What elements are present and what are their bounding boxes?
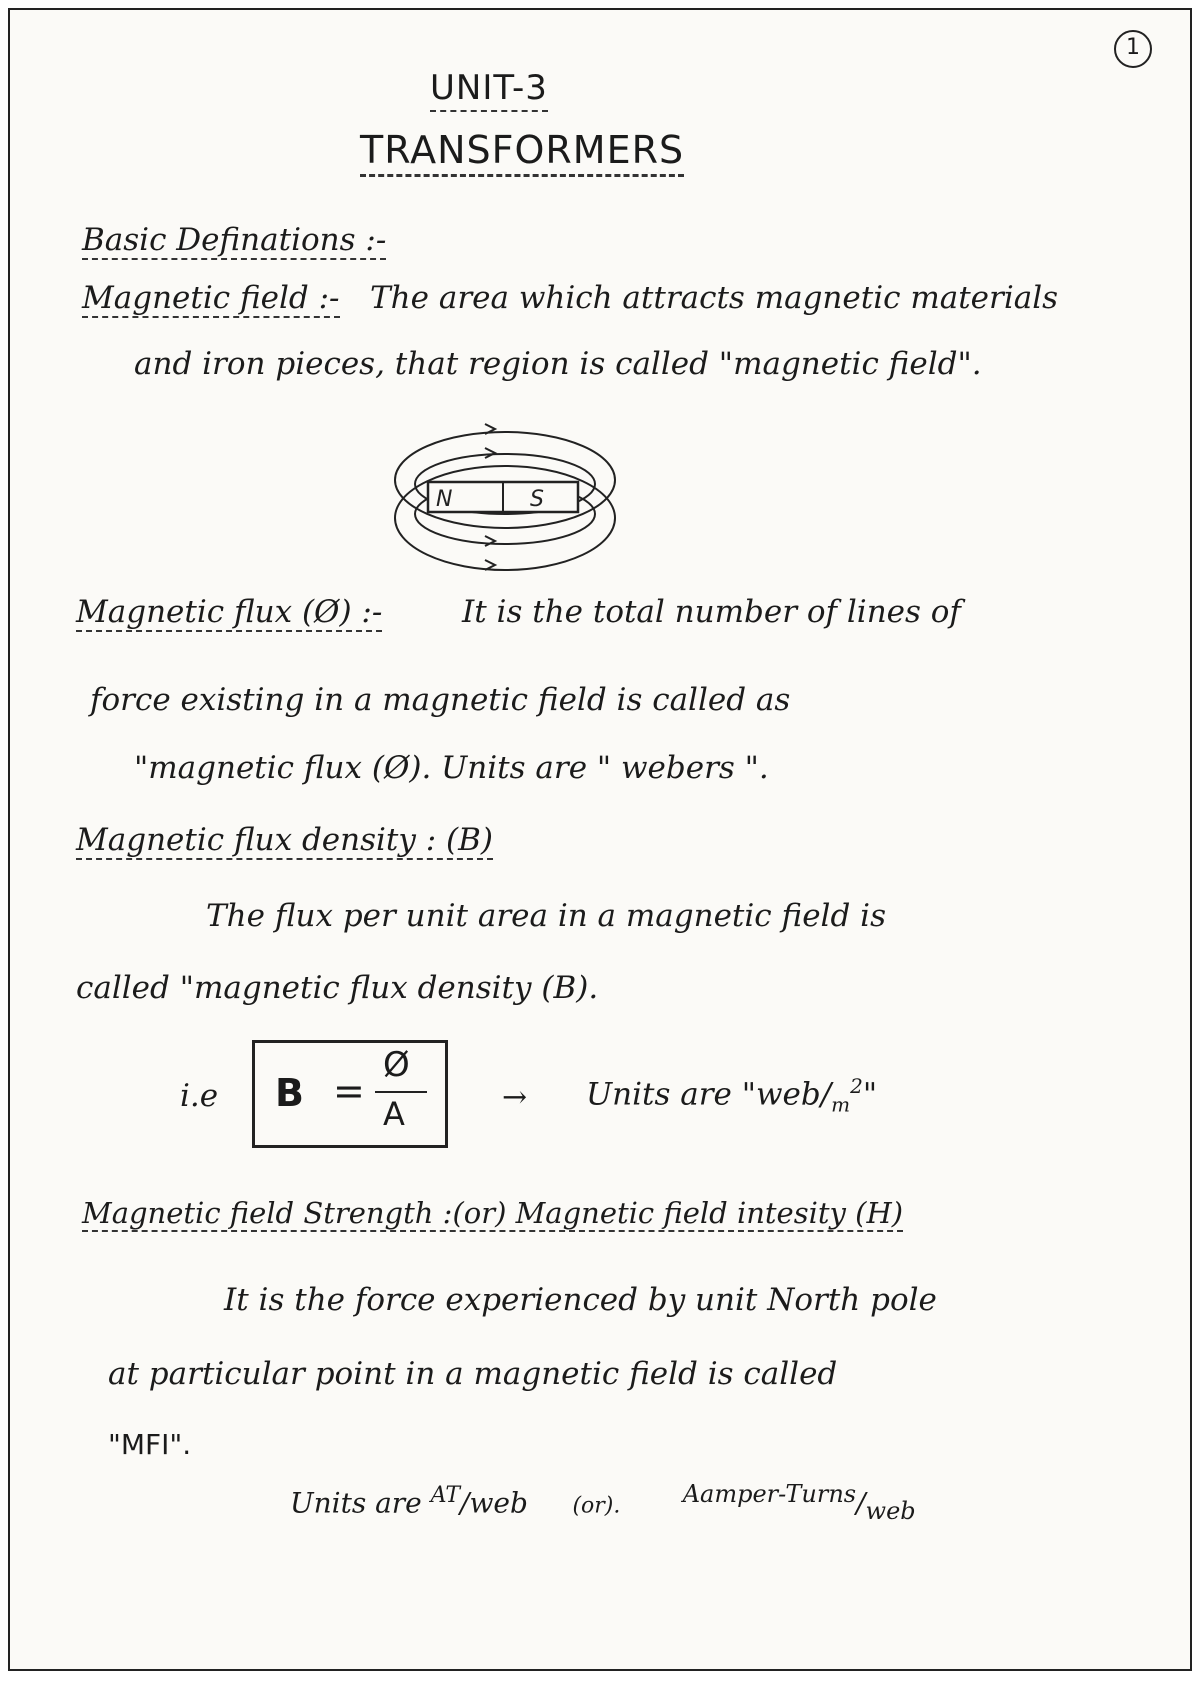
units-or: (or). bbox=[572, 1493, 621, 1519]
magnetic-flux-line-3: "magnetic flux (Ø). Units are " webers ". bbox=[134, 750, 769, 786]
formula-ie: i.e bbox=[180, 1078, 219, 1114]
units1-numerator: AT bbox=[430, 1483, 461, 1508]
notebook-page bbox=[8, 8, 1192, 1671]
magnetic-flux-line-1: It is the total number of lines of bbox=[462, 594, 961, 630]
flux-density-label: Magnetic flux density : (B) bbox=[76, 822, 494, 858]
magnetic-field-line-1: The area which attracts magnetic materials bbox=[370, 280, 1059, 316]
bar-magnet-field-diagram bbox=[390, 418, 620, 576]
flux-density-line-1: The flux per unit area in a magnetic field is bbox=[206, 898, 886, 934]
north-pole-label: N bbox=[436, 487, 453, 512]
field-strength-heading bbox=[82, 1196, 903, 1230]
south-pole-label: S bbox=[530, 487, 544, 512]
units1-denominator: web bbox=[469, 1486, 528, 1520]
flux-density-formula-box bbox=[252, 1040, 448, 1148]
flux-density-line-2: called "magnetic flux density (B). bbox=[76, 970, 599, 1006]
magnetic-flux-line-2: force existing in a magnetic field is called as bbox=[90, 682, 791, 718]
field-strength-units: Units are $^{AT}$/web (or). Aamper-Turns/web bbox=[290, 1480, 916, 1525]
field-strength-label: Magnetic field Strength :(or) Magnetic field intesity (H) bbox=[82, 1196, 904, 1230]
formula-denominator: A bbox=[383, 1095, 405, 1133]
units2-numerator: Aamper-Turns bbox=[682, 1480, 857, 1508]
subject-title: TRANSFORMERS bbox=[360, 128, 684, 177]
flux-density-heading bbox=[76, 822, 493, 858]
magnetic-flux-heading bbox=[76, 594, 382, 630]
formula-lhs: B bbox=[275, 1071, 304, 1115]
flux-density-units bbox=[586, 1074, 877, 1117]
flux-density-units-sub: m bbox=[831, 1092, 851, 1117]
formula-equals: = bbox=[333, 1069, 365, 1113]
magnetic-field-label: Magnetic field :- bbox=[82, 280, 340, 316]
field-strength-line-1: It is the force experienced by unit North pole bbox=[224, 1282, 937, 1318]
page-number: 1 bbox=[1114, 30, 1152, 68]
magnetic-flux-label: Magnetic flux (Ø) :- bbox=[76, 594, 383, 630]
magnetic-field-heading bbox=[82, 280, 340, 316]
flux-density-units-main: web/ bbox=[756, 1076, 832, 1113]
unit-title: UNIT-3 bbox=[430, 68, 548, 112]
magnetic-field-line-2: and iron pieces, that region is called "magnetic field". bbox=[134, 346, 982, 382]
fraction-bar bbox=[375, 1091, 427, 1093]
basic-definitions-label: Basic Definations :- bbox=[82, 222, 387, 258]
arrow-icon: → bbox=[502, 1080, 528, 1115]
flux-density-units-prefix: Units are " bbox=[586, 1076, 756, 1113]
flux-density-units-close: " bbox=[862, 1076, 878, 1113]
flux-density-units-pow: 2 bbox=[850, 1074, 863, 1098]
field-strength-units-prefix: Units are bbox=[290, 1486, 422, 1520]
field-strength-line-2: at particular point in a magnetic field is called bbox=[108, 1356, 838, 1392]
field-strength-line-3: "MFI". bbox=[108, 1428, 192, 1461]
basic-definitions-heading bbox=[82, 222, 386, 258]
units2-denominator: web bbox=[865, 1496, 916, 1525]
formula-numerator: Ø bbox=[383, 1045, 410, 1085]
